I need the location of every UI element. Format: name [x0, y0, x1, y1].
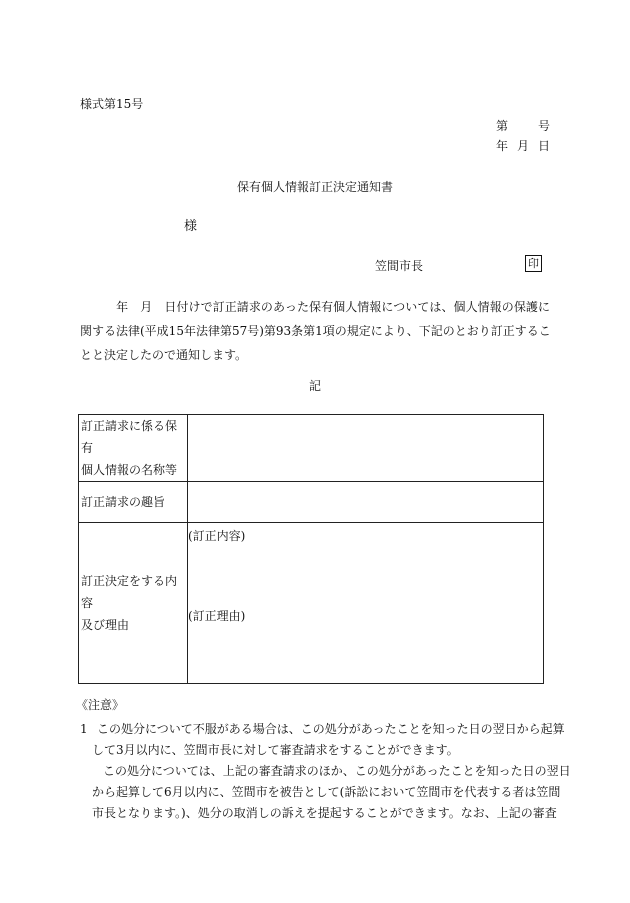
row3-label-line2: 及び理由 — [81, 618, 130, 632]
document-date-line — [496, 138, 550, 154]
correction-content-label: (訂正内容) — [188, 529, 246, 543]
record-name-cell[interactable] — [188, 415, 544, 482]
request-purpose-cell[interactable] — [188, 482, 544, 523]
issuer-name: 笠間市長 — [375, 259, 424, 273]
number-label-right: 号 — [537, 119, 550, 133]
body-line-2: 関する法律(平成15年法律第57号)第93条第1項の規定により、下記のとおり訂正するこ — [80, 324, 551, 338]
table-row — [79, 415, 544, 482]
note-line-5: 市長となります。)、処分の取消しの訴えを提起することができます。なお、上記の審査 — [92, 806, 557, 820]
detail-table — [78, 414, 544, 684]
note-item-number: 1 — [80, 722, 88, 736]
row3-label-line1: 訂正決定をする内容 — [81, 574, 178, 610]
seal-stamp-box: 印 — [525, 255, 542, 272]
date-month: 月 — [516, 139, 529, 153]
body-line-1: 年 月 日付けで訂正請求のあった保有個人情報については、個人情報の保護に — [80, 300, 550, 314]
notice-body — [80, 295, 550, 367]
body-line-3: とと決定したので通知します。 — [80, 348, 248, 362]
date-year: 年 — [496, 139, 509, 153]
note-line-4: から起算して6月以内に、笠間市を被告として(訴訟において笠間市を代表する者は笠間 — [92, 785, 561, 799]
note-line-1: この処分について不服がある場合は、この処分があったことを知った日の翌日から起算 — [97, 722, 565, 736]
note-line-2: して3月以内に、笠間市長に対して審査請求をすることができます。 — [92, 743, 459, 757]
ki-heading: 記 — [308, 379, 321, 393]
date-day: 日 — [537, 139, 550, 153]
row-label-request-purpose: 訂正請求の趣旨 — [79, 482, 188, 523]
table-row — [79, 482, 544, 523]
note-line-3: この処分については、上記の審査請求のほか、この処分があったことを知った日の翌日 — [103, 764, 571, 778]
document-title: 保有個人情報訂正決定通知書 — [236, 180, 393, 194]
form-number: 様式第15号 — [80, 97, 144, 111]
document-number-line — [496, 118, 550, 134]
correction-reason-label: (訂正理由) — [188, 609, 246, 623]
table-row — [79, 523, 544, 684]
row1-label-line2: 個人情報の名称等 — [81, 463, 178, 477]
notes-heading: 《注意》 — [76, 698, 125, 712]
number-label-left: 第 — [496, 119, 509, 133]
row1-label-line1: 訂正請求に係る保有 — [81, 419, 178, 455]
addressee-suffix: 様 — [184, 219, 198, 234]
row-label-decision — [79, 523, 188, 684]
row-label-record-name — [79, 415, 188, 482]
decision-cell[interactable] — [188, 523, 544, 684]
